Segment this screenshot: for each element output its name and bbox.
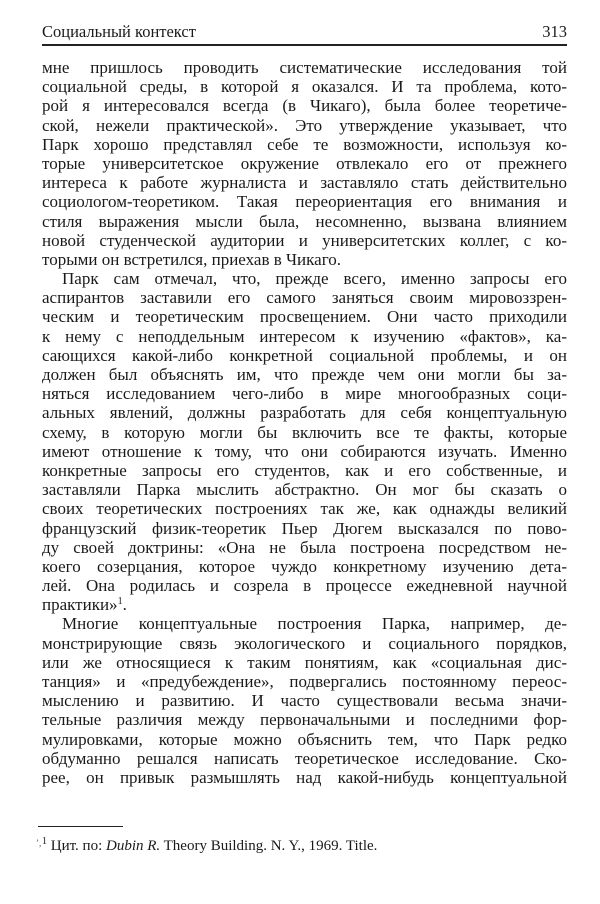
text-line [42,672,567,691]
text-line [42,749,567,768]
line-text: мыслению и развитию. И часто существовали весьма значи- [42,691,567,711]
line-text: Парк хорошо представлял себе те возможности, используя ко- [42,134,567,154]
line-text: торые университетское окружение отвлекало его от прежнего [42,153,567,173]
text-line [42,365,567,384]
line-text: стиля выражения мысли была, несомненно, вызвана влиянием [42,211,567,231]
text-line [42,346,567,365]
text-line [42,442,567,461]
line-text: имеют отношение к тому, что они собираются изучать. Именно [42,441,567,461]
text-line [42,96,567,115]
body-text [42,58,567,787]
line-text: своих теоретических построениях так же, как однажды великий [42,499,567,519]
text-line [42,480,567,499]
footnote-number: 1 [42,836,47,847]
text-line: практики»$^1$. [42,595,127,615]
line-text: рой я интересовался всегда (в Чикаго), была более теоретиче- [42,96,567,116]
line-text: к нему с неподдельным интересом к изучению «фактов», ка- [42,326,567,346]
line-text: должен был объяснять им, что прежде чем они могли бы за- [42,365,567,384]
text-line [42,423,567,442]
footnote-author: Dubin R. [105,838,161,854]
line-text: социологом-теоретиком. Такая переориентация его внимания и [42,192,567,212]
line-text: схему, в которую могли бы включить все те факты, которые [42,422,567,442]
line-text: обдуманно решался написать теоретическое исследование. Ско- [42,748,567,768]
text-line [42,288,567,307]
text-line [42,327,567,346]
text-line [42,173,567,192]
line-text: сающихся какой-либо конкретной социальной проблемы, и он [42,345,567,365]
scan-artifact: ʼ, [36,838,42,848]
text-line [42,154,567,173]
line-text: мне пришлось проводить систематические исследования той [42,58,567,77]
footnote-reference[interactable]: 1 [117,596,123,608]
text-line [42,461,567,480]
line-text: новой студенческой аудитории и университетских коллег, с ко- [42,230,567,250]
paragraph [42,269,567,614]
text-line [42,768,567,787]
paragraph [42,58,567,269]
text-line [42,614,567,633]
text-line [42,116,567,135]
text-line [42,634,567,653]
line-text: французский физик-теоретик Пьер Дюгем высказался по пово- [42,518,567,538]
footnote [36,836,378,855]
text-line [42,576,567,595]
line-text: ческим и теоретическим просвещением. Они часто приходили [42,307,567,327]
line-text: заставляли Парка мыслить абстрактно. Он мог бы сказать о [42,480,567,500]
text-line [42,58,567,77]
line-text: рее, он привык размышлять над какой-нибудь концептуальной [42,767,567,787]
paragraph [42,614,567,787]
line-text: аспирантов заставили его самого заняться своим мировоззрен- [42,288,567,308]
footnote-source: Theory Building. N. Y., 1969. Title. [163,838,378,854]
line-text: конкретные запросы его студентов, как и его собственные, и [42,460,567,480]
text-line [42,212,567,231]
text-line [42,192,567,211]
line-text: ду своей доктрины: «Она не была построена посредством не- [42,537,567,557]
running-header [42,18,567,46]
text-line [42,231,567,250]
text-line [42,730,567,749]
line-text: лей. Она родилась и созрела в процессе ежедневной научной [42,576,567,596]
text-line [42,499,567,518]
line-text: или же относящиеся к таким понятиям, как «социальная дис- [42,652,567,672]
text-line [42,250,567,269]
text-line [42,384,567,403]
running-title: Социальный контекст [42,22,196,41]
line-text: няться исследованием чего-либо в мире многообразных соци- [42,384,567,404]
text-line [42,710,567,729]
line-text: Многие концептуальные построения Парка, например, де- [62,614,567,634]
line-text: монстрирующие связь экологического и социального порядков, [42,633,567,653]
line-text: Парк сам отмечал, что, прежде всего, именно запросы его [62,269,567,289]
line-text: ской, нежели практической». Это утверждение указывает, что [42,115,567,135]
text-line [42,519,567,538]
line-text: мулировками, которые можно объяснить тем, что Парк редко [42,729,567,749]
line-text: коего созерцания, которое чуждо конкретному изучению дета- [42,556,567,576]
page-number: 313 [542,22,567,41]
text-line [42,557,567,576]
text-line [42,691,567,710]
footnote-prefix: Цит. по: [50,838,103,854]
text-line [42,538,567,557]
text-line [42,403,567,422]
line-text: социальной среды, в которой я оказался. И та проблема, кото- [42,77,567,97]
line-text: торыми он встретился, приехав в Чикаго. [42,249,341,269]
footnote-rule [38,826,123,827]
text-line [42,135,567,154]
text-line [42,653,567,672]
text-line [42,77,567,96]
line-text: практики» [42,595,118,615]
line-text: тельные различия между первоначальными и последними фор- [42,710,567,730]
text-line [42,307,567,326]
line-text: альных явлений, должны разработать для себя концептуальную [42,403,567,423]
line-text: танция» и «предубеждение», подвергались постоянному переос- [42,672,567,691]
text-line [42,269,567,288]
line-text: интереса к работе журналиста и заставляло стать действительно [42,173,567,193]
